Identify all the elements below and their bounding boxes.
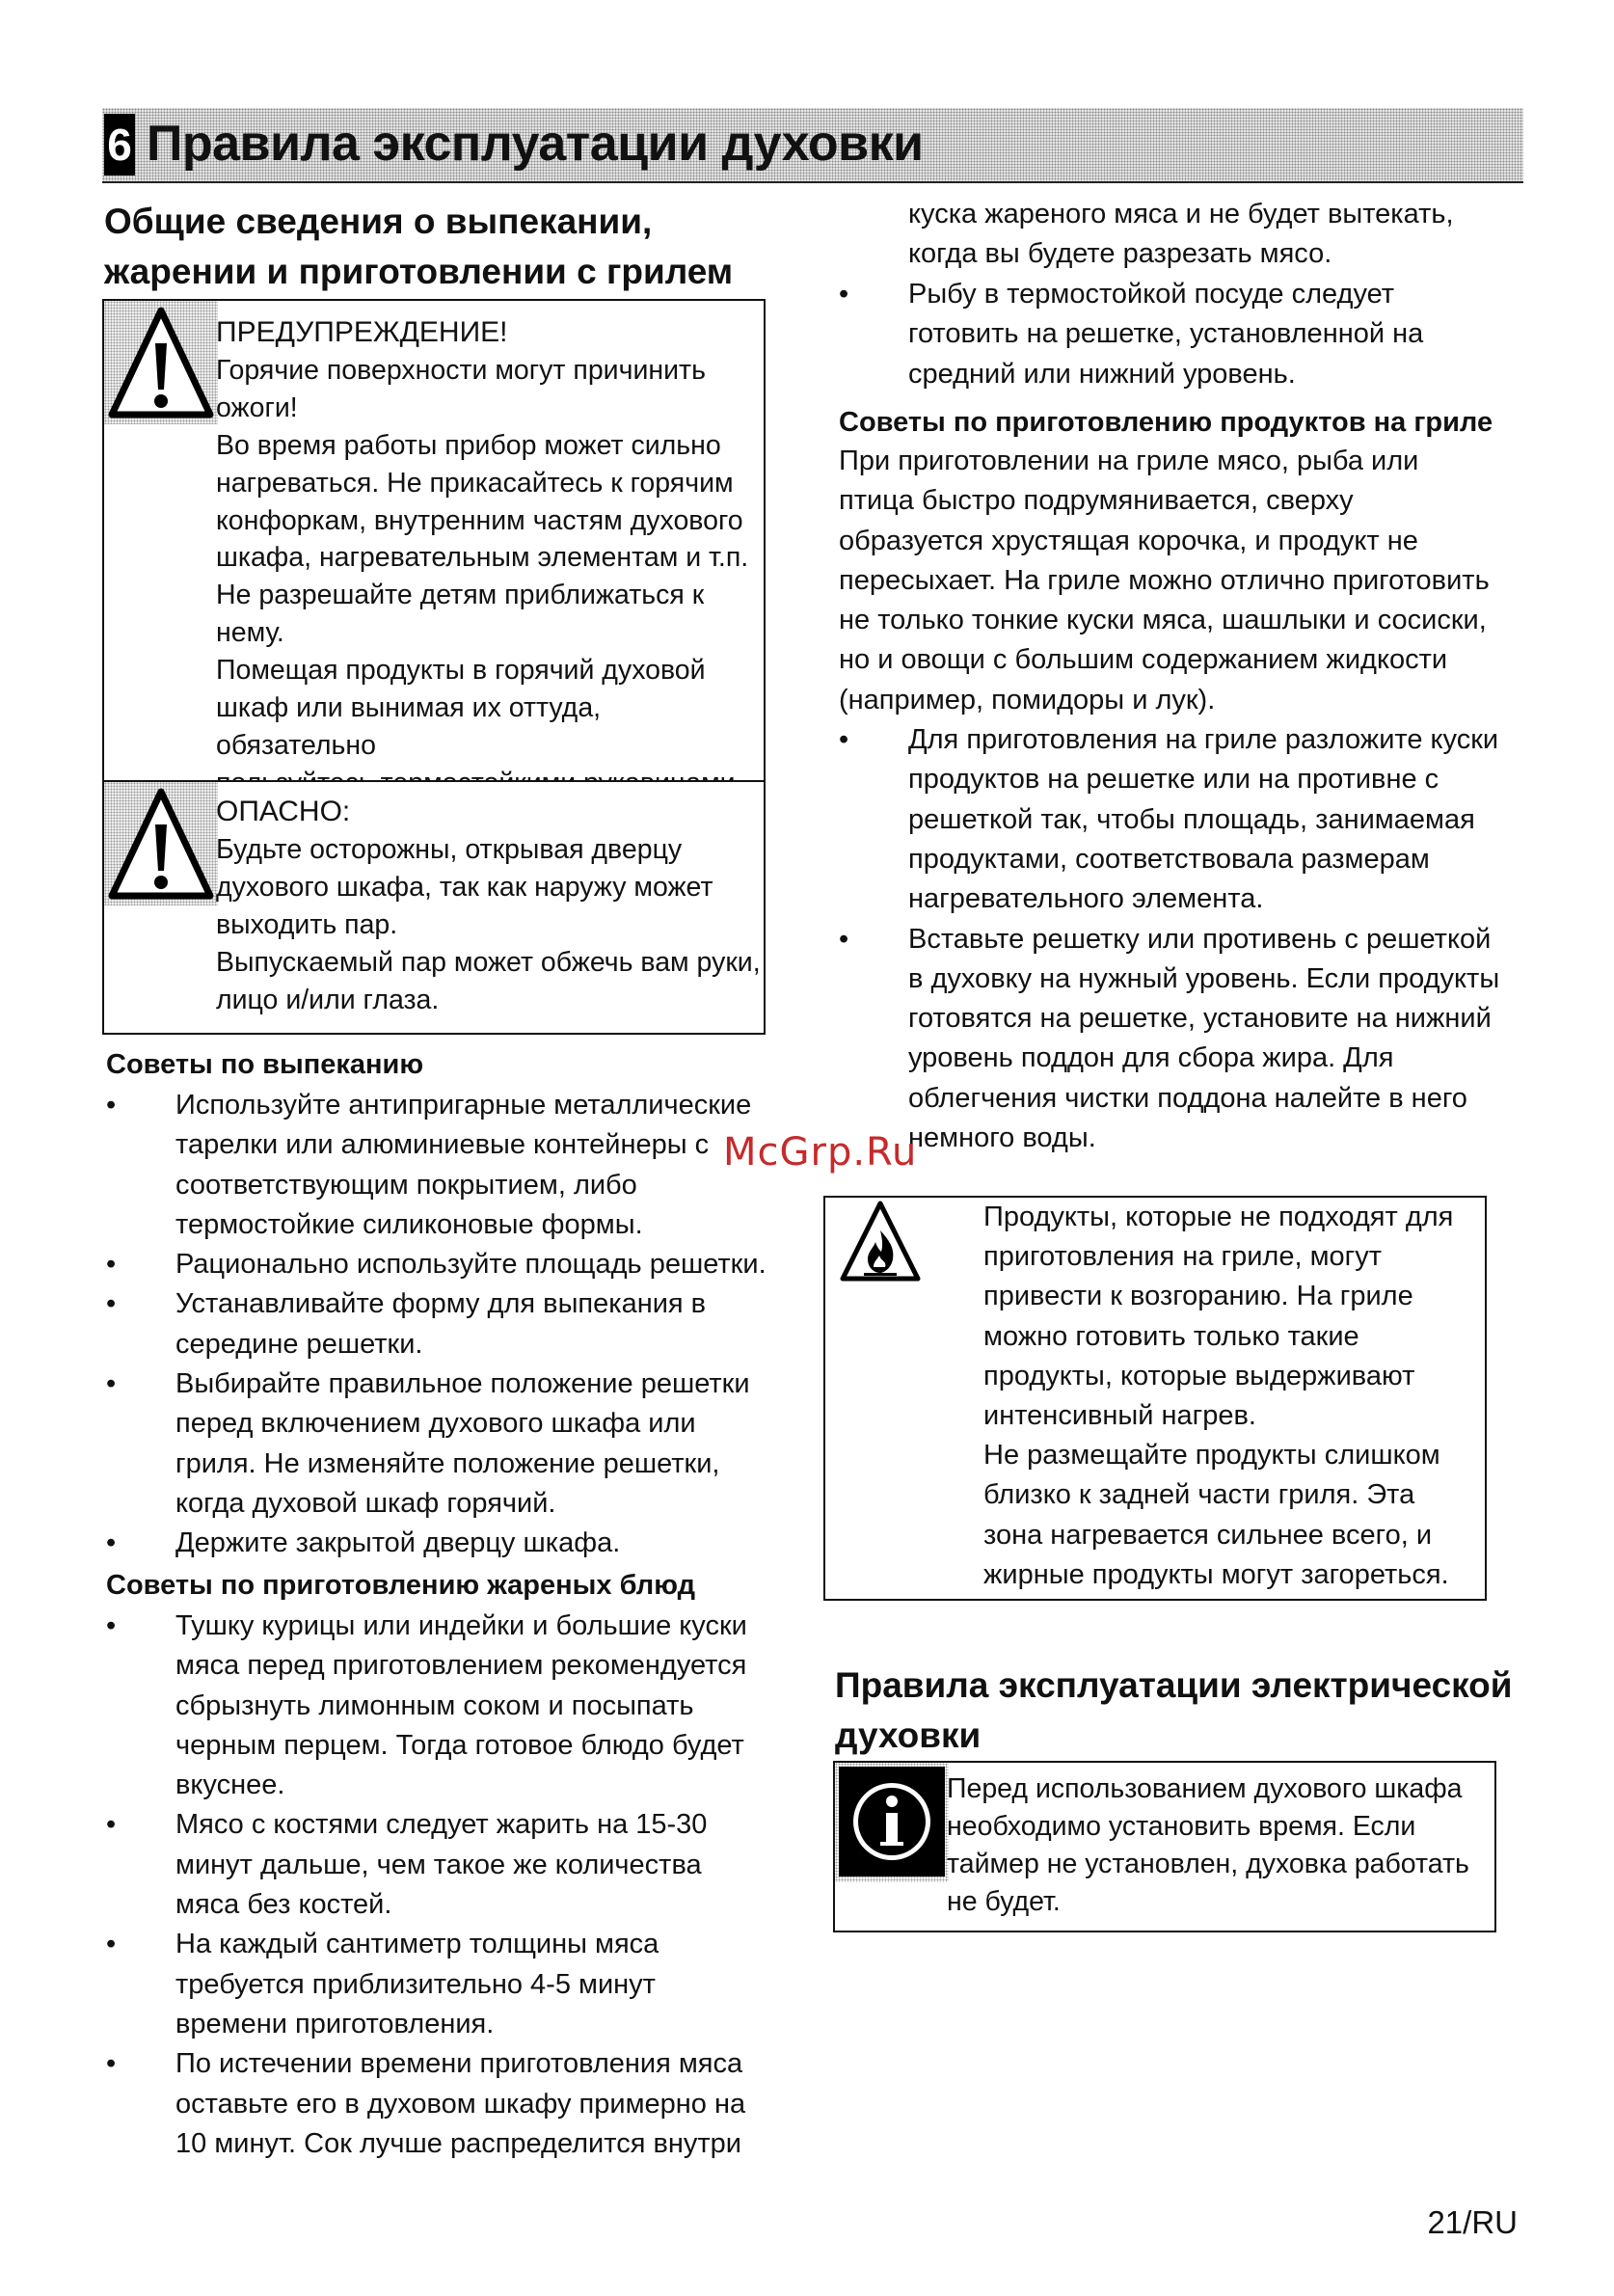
heading-line: жарении и приготовлении с грилем [104,252,734,291]
item-line: Вставьте решетку или противень с решеткой [908,923,1492,955]
fire-line: можно готовить только такие [983,1320,1359,1352]
info-line: не будет. [947,1886,1061,1917]
page-number: 21/RU [1427,2204,1518,2240]
text-line: При приготовлении на гриле мясо, рыба или [839,446,1419,476]
text-line: (например, помидоры и лук). [839,684,1216,716]
item-line: Выбирайте правильное положение решетки [175,1368,750,1400]
info-line: таймер не установлен, духовка работать [947,1849,1469,1879]
warning-text [216,314,764,802]
item-line: когда духовой шкаф горячий. [175,1487,556,1519]
warning-line: шкаф или вынимая их оттуда, обязательно [216,692,602,761]
item-line: Устанавливайте форму для выпекания в [175,1288,707,1320]
fire-hazard-text [983,1198,1485,1595]
item-line: продуктами, соответствовала размерам [908,843,1430,875]
info-line: Перед использованием духового шкафа [947,1773,1463,1804]
warning-triangle-icon [104,301,218,424]
fire-line: продукты, которые выдерживают [983,1360,1415,1391]
item-line: На каждый сантиметр толщины мяса [175,1929,659,1960]
item-line: вкуснее. [175,1769,285,1801]
warning-line: Не разрешайте детям приближаться к [216,580,705,611]
danger-text [216,794,764,1018]
warning-box [102,299,766,782]
list-item [106,1364,810,1524]
text-line: когда вы будете разрезать мясо. [908,238,1332,270]
item-line: облегчения чистки поддона налейте в него [908,1082,1467,1114]
bullet: • [106,1249,117,1281]
bullet: • [106,1610,117,1641]
left-heading [104,197,798,297]
warning-line: Горячие поверхности могут причинить [216,354,706,386]
fire-line: жирные продукты могут загореться. [983,1558,1449,1590]
item-line: в духовку на нужный уровень. Если продукты [908,962,1500,994]
item-line: продуктов на решетке или на противне с [908,764,1439,796]
info-box [833,1761,1496,1932]
warning-line: ожоги! [216,392,298,423]
fire-line: привести к возгоранию. На гриле [983,1281,1413,1312]
text-line: птица быстро подрумянивается, сверху [839,485,1354,517]
info-line: необходимо установить время. Если [947,1811,1416,1842]
list-item [106,2044,810,2164]
bullet: • [106,1929,117,1960]
grill-tips-section [839,405,1533,1158]
item-line: Мясо с костями следует жарить на 15-30 [175,1809,708,1841]
item-line: нагревательного элемента. [908,883,1264,915]
item-line: готовятся на решетке, установите на нижний [908,1003,1492,1035]
item-line: немного воды. [908,1122,1096,1154]
text-line: образуется хрустящая корочка, и продукт не [839,525,1418,556]
danger-line: выходить пар. [216,908,398,940]
roasting-tips-section [106,1568,810,2164]
danger-line: лицо и/или глаза. [216,984,440,1015]
list-item [106,1805,810,1925]
danger-box [102,780,766,1035]
list-item [106,1245,810,1284]
fire-line: близко к задней части гриля. Эта [983,1479,1415,1511]
bullet: • [106,1368,117,1400]
section-number: 6 [104,114,135,176]
grill-tips-paragraph [839,442,1533,720]
list-item [106,1524,810,1563]
item-line: уровень поддон для сбора жира. Для [908,1042,1394,1074]
danger-title: ОПАСНО: [216,796,351,827]
fire-hazard-icon [839,1198,922,1284]
heading-line: духовки [835,1715,982,1755]
item-line: мяса без костей. [175,1889,392,1921]
item-line: минут дальше, чем такое же количества [175,1849,702,1880]
baking-tips-section [106,1047,810,1564]
bullet: • [839,279,849,310]
item-line: решеткой так, чтобы площадь, занимаемая [908,803,1475,835]
text-line: пересыхает. На гриле можно отлично приготовить [839,564,1490,596]
warning-line: нему. [216,617,284,649]
item-line: времени приготовления. [175,2008,495,2039]
item-line: 10 минут. Сок лучше распределится внутри [175,2127,741,2159]
item-line: термостойкие силиконовые формы. [175,1208,643,1240]
info-icon-bg [835,1763,949,1882]
fire-line: зона нагревается сильнее всего, и [983,1519,1433,1551]
heading-line: Общие сведения о выпекании, [104,202,653,241]
list-item [106,1607,810,1805]
warning-line: нагреваться. Не прикасайтесь к горячим [216,467,734,499]
text-line: куска жареного мяса и не будет вытекать, [908,199,1454,230]
bullet: • [106,2048,117,2080]
item-line: тарелки или алюминиевые контейнеры с [175,1129,710,1161]
electric-heading [835,1661,1529,1761]
bullet: • [839,724,849,756]
continuation-text [908,195,1525,275]
item-line: оставьте его в духовом шкафу примерно на [175,2088,746,2120]
fire-line: Продукты, которые не подходят для [983,1202,1454,1232]
grill-tips-list [839,720,1533,1158]
danger-line: Будьте осторожны, открывая дверцу [216,833,683,865]
baking-tips-heading: Советы по выпеканию [106,1049,424,1080]
roasting-tips-list [106,1607,810,2164]
text-line: не только тонкие куски мяса, шашлыки и сосиски, [839,605,1487,636]
grill-tips-heading: Советы по приготовлению продуктов на гриле [839,407,1493,438]
warning-line: конфоркам, внутренним частям духового [216,504,743,536]
item-line: мяса перед приготовлением рекомендуется [175,1650,747,1682]
list-item [106,1086,810,1245]
item-line: черным перцем. Тогда готовое блюдо будет [175,1729,744,1761]
fire-hazard-box [823,1196,1487,1601]
item-line: Рыбу в термостойкой посуде следует [908,279,1395,310]
item-line: сбрызнуть лимонным соком и посыпать [175,1689,694,1721]
bullet: • [106,1809,117,1841]
item-line: соответствующим покрытием, либо [175,1169,637,1201]
item-line: перед включением духового шкафа или [175,1408,696,1440]
info-text [947,1770,1494,1921]
item-line: Для приготовления на гриле разложите куски [908,724,1499,756]
bullet: • [106,1527,117,1559]
baking-tips-list [106,1086,810,1564]
item-line: Рационально используйте площадь решетки. [175,1249,767,1281]
item-line: середине решетки. [175,1328,423,1360]
fire-line: Не размещайте продукты слишком [983,1440,1440,1472]
fire-line: приготовления на гриле, могут [983,1241,1383,1273]
heading-line: Правила эксплуатации электрической [835,1665,1513,1705]
list-item [839,275,1533,394]
warning-triangle-icon [104,782,218,905]
item-line: средний или нижний уровень. [908,358,1296,390]
item-line: Тушку курицы или индейки и большие куски [175,1610,747,1641]
danger-line: духового шкафа, так как наружу может [216,871,713,903]
item-line: готовить на решетке, установленной на [908,318,1424,350]
warning-line: шкафа, нагревательным элементам и т.п. [216,542,749,574]
item-line: По истечении времени приготовления мяса [175,2048,743,2080]
bullet: • [839,923,849,955]
bullet: • [106,1288,117,1320]
warning-icon-bg [104,301,218,424]
item-line: Держите закрытой дверцу шкафа. [175,1527,621,1559]
warning-line: Во время работы прибор может сильно [216,429,721,461]
list-item [839,720,1533,919]
fire-line: интенсивный нагрев. [983,1400,1256,1432]
list-item [106,1284,810,1364]
roasting-tips-heading: Советы по приготовлению жареных блюд [106,1570,695,1601]
danger-line: Выпускаемый пар может обжечь вам руки, [216,946,761,978]
page-title: Правила эксплуатации духовки [147,116,924,172]
item-line: гриля. Не изменяйте положение решетки, [175,1447,720,1479]
list-item [106,1925,810,2044]
fish-list [839,275,1533,394]
warning-title: ПРЕДУПРЕЖДЕНИЕ! [216,316,508,348]
danger-icon-bg [104,782,218,905]
info-icon [835,1763,949,1882]
item-line: требуется приблизительно 4-5 минут [175,1968,656,2000]
warning-line: Помещая продукты в горячий духовой [216,655,706,687]
item-line: Используйте антипригарные металлические [175,1090,752,1121]
list-item [839,920,1533,1159]
watermark: McGrp.Ru [723,1130,918,1175]
bullet: • [106,1090,117,1121]
text-line: но и овощи с большим содержанием жидкости [839,644,1448,676]
